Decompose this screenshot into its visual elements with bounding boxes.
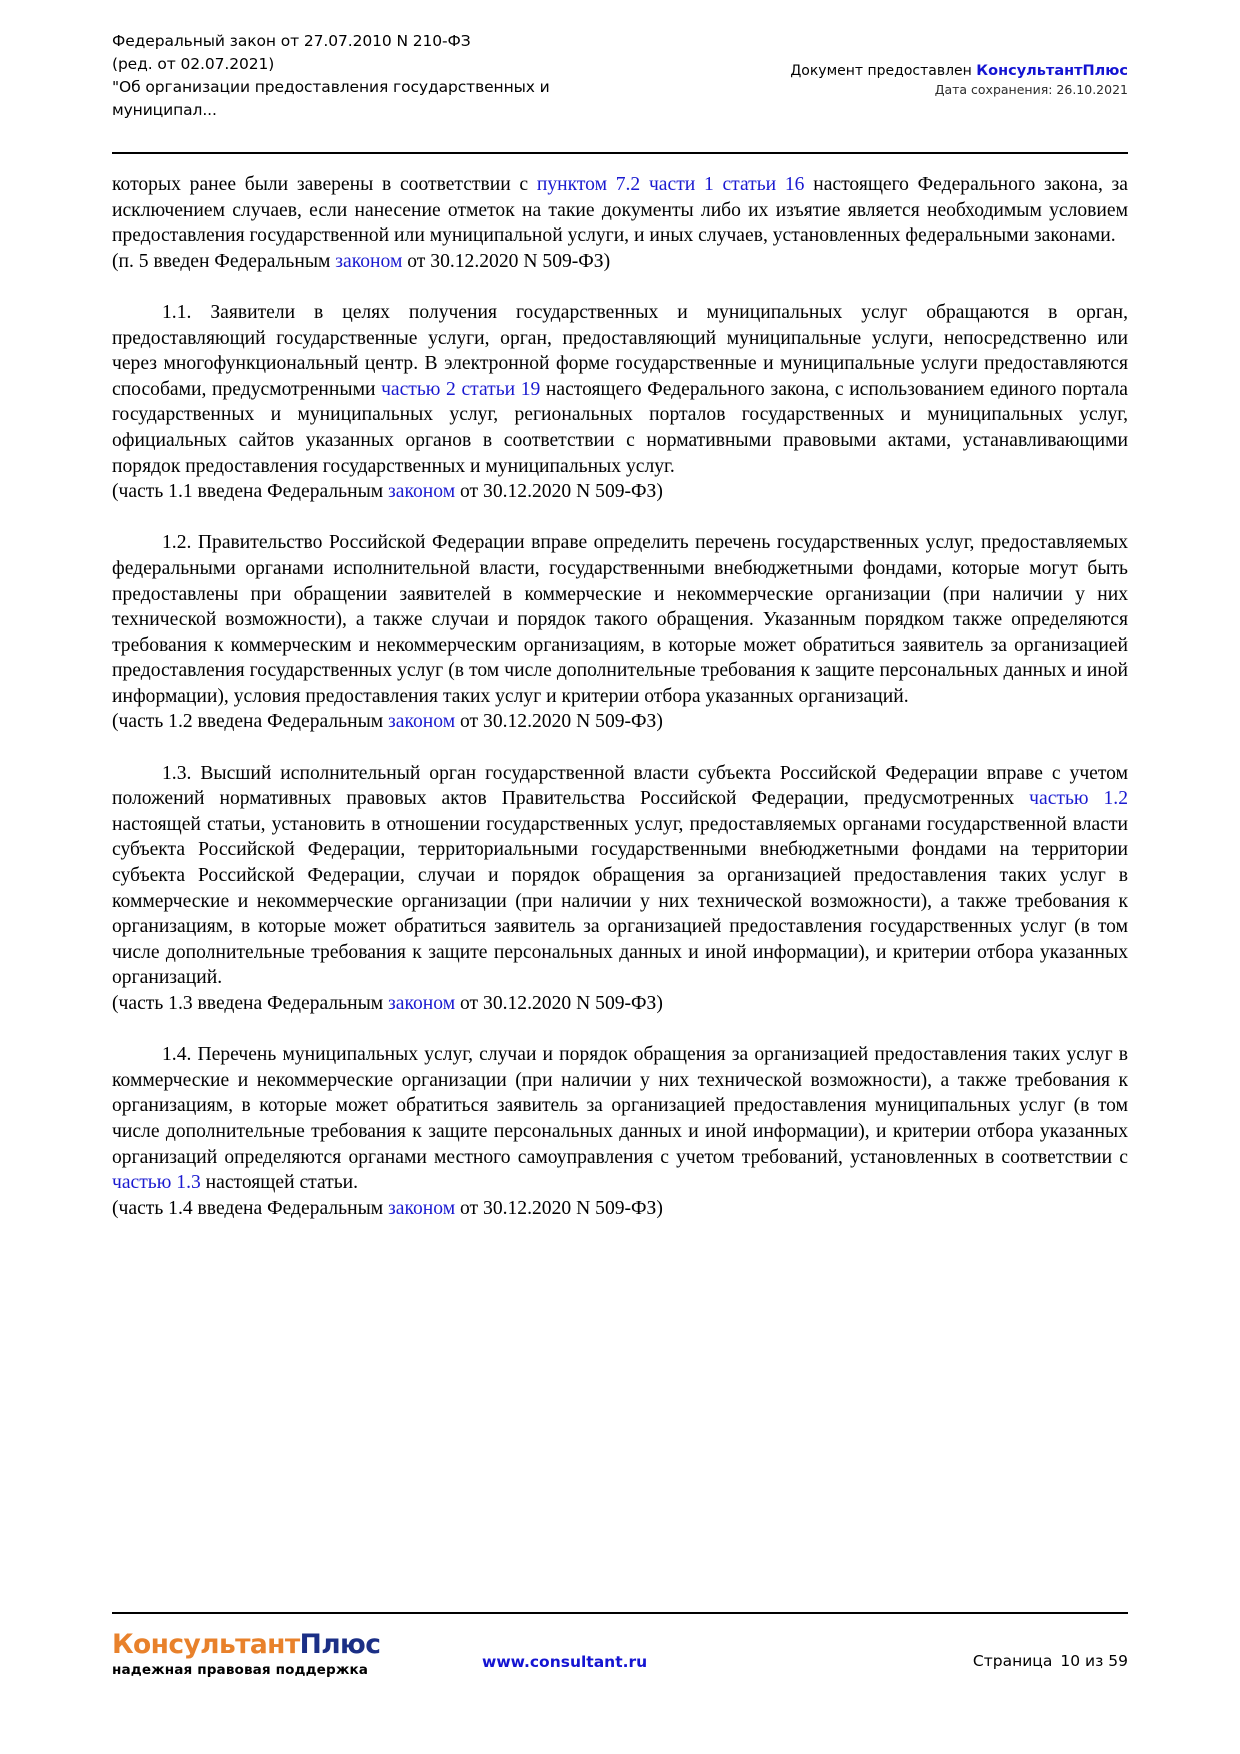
page-of-label: из — [1085, 1652, 1104, 1670]
p11-text-b: настоящего Федерального закона, с использованием единого портала государственных и муниципальных услуг, региональных порталов государственных и муниципальных услуг, официальных сайтов указанных органов в соответствии с нормативными правовыми актами, устанавливающими порядок предоставления государственных и муниципальных услуг. — [112, 378, 1128, 477]
link-chast-1-3[interactable]: частью 1.3 — [112, 1172, 201, 1194]
p12-note-b: от 30.12.2020 N 509-ФЗ) — [455, 711, 663, 733]
page-current: 10 — [1060, 1652, 1081, 1670]
p14-note-b: от 30.12.2020 N 509-ФЗ) — [455, 1197, 663, 1219]
saved-date-value: 26.10.2021 — [1056, 82, 1128, 97]
link-punkt-7-2[interactable]: пунктом 7.2 части 1 статьи 16 — [536, 174, 805, 195]
consultant-plus-brand: КонсультантПлюс — [976, 63, 1128, 79]
p0-note-b: от 30.12.2020 N 509-ФЗ) — [402, 250, 611, 272]
page-label: Страница — [972, 1652, 1053, 1670]
logo-part-konsultant: Консультант — [112, 1629, 300, 1660]
document-footer — [112, 1630, 1128, 1720]
p14-text-a: 1.4. Перечень муниципальных услуг, случаи и порядок обращения за организацией предоставления таких услуг в коммерческие и некоммерческие организации (при наличии у них технической возможности), а также требования к организациям, в которые может обратиться заявитель за организацией предоставления муниципальных услуг (в том числе дополнительные требования к защите персональных данных и иной информации), и критерии отбора указанных организаций определяются органами местного самоуправления с учетом требований, установленных в соответствии с — [112, 1044, 1128, 1168]
provided-by-label: Документ предоставлен — [790, 63, 972, 79]
document-body — [112, 172, 1128, 1221]
logo-tagline: надежная правовая поддержка — [112, 1662, 369, 1678]
paragraph-continuation — [112, 172, 1128, 249]
p0-text-a: которых ранее были заверены в соответствии с — [112, 174, 537, 195]
link-zakon-1-4[interactable]: законом — [388, 1197, 456, 1219]
note-p5 — [112, 249, 1128, 275]
paragraph-spacer — [112, 505, 1128, 531]
p13-text-b: настоящей статьи, установить в отношении государственных услуг, предоставляемых органами государственной власти субъекта Российской Федерации, территориальными государственными внебюджетными фондами на территории субъекта Российской Федерации, случаи и порядок обращения за организацией предоставления таких услуг в коммерческие и некоммерческие организации (при наличии у них технической возможности), а также требования к организациям, в которые может обратиться заявитель за организацией предоставления государственных услуг (в том числе дополнительные требования к защите персональных данных и иной информации), и критерии отбора указанных организаций. — [112, 813, 1128, 989]
paragraph-1-3 — [112, 761, 1128, 991]
p11-text-a: 1.1. Заявители в целях получения государственных и муниципальных услуг обращаются в орган, предоставляющий государственные услуги, орган, предоставляющий муниципальные услуги, непосредственно или через многофункциональный центр. В электронной форме государственные и муниципальные услуги предоставляются способами, предусмотренными — [112, 301, 1128, 400]
paragraph-1-4 — [112, 1042, 1128, 1196]
saved-date-line — [790, 81, 1128, 99]
note-part-1-2 — [112, 709, 1128, 735]
document-provider-block — [790, 61, 1128, 99]
paragraph-1-2: 1.2. Правительство Российской Федерации вправе определить перечень государственных услуг, предоставляемых федеральными органами исполнительной власти, государственными внебюджетными фондами, которые могут быть предоставлены при обращении заявителей в коммерческие и некоммерческие организации (при наличии у них технической возможности), а также случаи и порядок такого обращения. Указанным порядком также определяются требования к коммерческим и некоммерческим организациям, в которые может обратиться заявитель за организацией предоставления государственных услуг (в том числе дополнительные требования к защите персональных данных и иной информации), условия предоставления таких услуг и критерии отбора указанных организаций. — [112, 532, 1128, 707]
paragraph-spacer — [112, 735, 1128, 761]
provided-by-line — [790, 61, 1128, 81]
paragraph-spacer — [112, 274, 1128, 300]
p14-note-a: (часть 1.4 введена Федеральным — [112, 1197, 389, 1219]
link-chast-2-stat-19[interactable]: частью 2 статьи 19 — [381, 378, 541, 400]
link-zakon-1-1[interactable]: законом — [388, 481, 456, 503]
footer-divider-rule — [112, 1612, 1128, 1614]
logo-part-plus: Плюс — [299, 1629, 381, 1660]
title-line-3: "Об организации предоставления государственных и — [112, 78, 550, 96]
note-part-1-4 — [112, 1196, 1128, 1222]
p11-note-b: от 30.12.2020 N 509-ФЗ) — [455, 481, 663, 503]
p0-note-a: (п. 5 введен Федеральным — [112, 250, 336, 272]
p11-note-a: (часть 1.1 введена Федеральным — [112, 481, 389, 503]
saved-date-label: Дата сохранения: — [934, 82, 1053, 97]
link-zakon-1-3[interactable]: законом — [388, 993, 456, 1014]
p13-note-b: от 30.12.2020 N 509-ФЗ) — [455, 993, 663, 1014]
p12-note-a: (часть 1.2 введена Федеральным — [112, 711, 389, 733]
note-part-1-3 — [112, 991, 1128, 1017]
link-zakon-1-2[interactable]: законом — [388, 711, 456, 733]
link-zakon-p5[interactable]: законом — [335, 250, 403, 272]
note-part-1-1 — [112, 479, 1128, 505]
p13-text-a: 1.3. Высший исполнительный орган государственной власти субъекта Российской Федерации вправе с учетом положений нормативных правовых актов Правительства Российской Федерации, предусмотренных — [112, 762, 1128, 810]
consultant-website-link[interactable]: www.consultant.ru — [482, 1653, 648, 1671]
paragraph-1-1 — [112, 300, 1128, 479]
p0-text-b: настоящего Федерального закона, за исключением случаев, если нанесение отметок на такие документы либо их изъятие является необходимым условием предоставления государственной или муниципальной услуги, и иных случаев, установленных федеральными законами. — [112, 174, 1128, 247]
page-total: 59 — [1108, 1652, 1128, 1670]
paragraph-spacer — [112, 1017, 1128, 1043]
title-line-4: муниципал... — [112, 101, 217, 119]
link-chast-1-2[interactable]: частью 1.2 — [1029, 788, 1128, 810]
consultant-plus-logo — [112, 1630, 380, 1679]
title-line-2: (ред. от 02.07.2021) — [112, 55, 275, 73]
p14-text-b: настоящей статьи. — [200, 1172, 359, 1194]
page-number-indicator — [973, 1652, 1128, 1670]
header-divider-rule — [112, 152, 1128, 154]
document-title-block — [112, 30, 672, 122]
title-line-1: Федеральный закон от 27.07.2010 N 210-ФЗ — [112, 32, 471, 50]
document-header — [112, 30, 1128, 135]
logo-wordmark — [112, 1630, 380, 1660]
p13-note-a: (часть 1.3 введена Федеральным — [112, 993, 389, 1014]
